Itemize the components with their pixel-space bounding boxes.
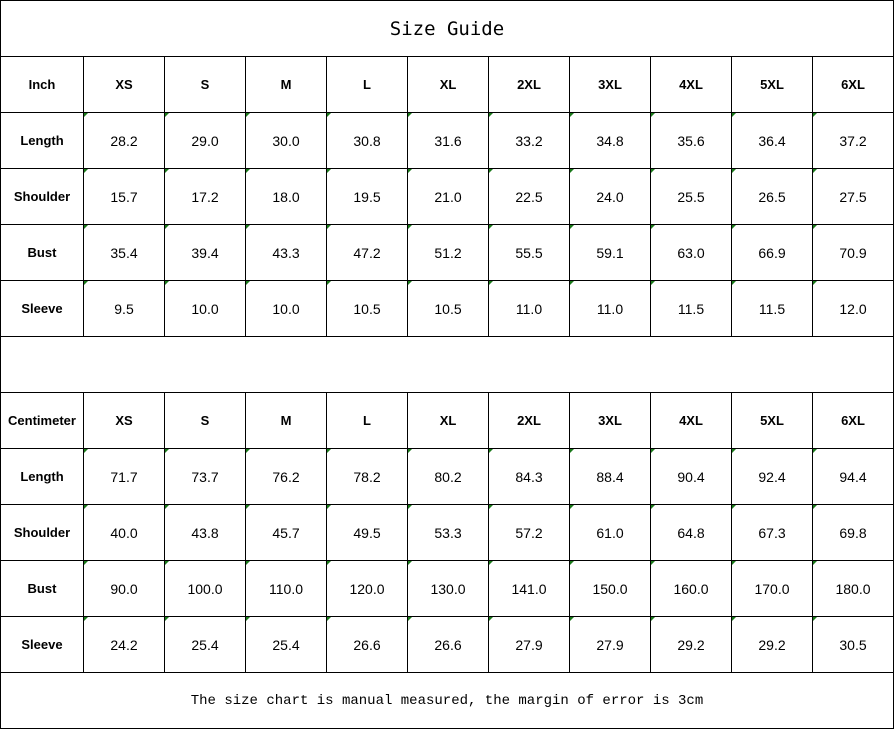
- size-header-6xl: 6XL: [813, 57, 894, 113]
- title-row: [1, 1, 894, 57]
- unit-label: Centimeter: [1, 393, 84, 449]
- table-cell: 27.9: [489, 617, 570, 673]
- table-cell: 92.4: [732, 449, 813, 505]
- size-header-l: L: [327, 393, 408, 449]
- note-row: [1, 673, 894, 729]
- table-cell: 36.4: [732, 113, 813, 169]
- table-cell: 66.9: [732, 225, 813, 281]
- table-cell: 150.0: [570, 561, 651, 617]
- measurement-label: Length: [1, 449, 84, 505]
- centimeter-section: [1, 393, 894, 673]
- table-cell: 26.5: [732, 169, 813, 225]
- table-cell: 10.5: [327, 281, 408, 337]
- size-header-5xl: 5XL: [732, 393, 813, 449]
- table-cell: 10.0: [165, 281, 246, 337]
- table-cell: 55.5: [489, 225, 570, 281]
- measurement-label: Length: [1, 113, 84, 169]
- size-header-row: [1, 57, 894, 113]
- table-cell: 47.2: [327, 225, 408, 281]
- size-header-m: M: [246, 57, 327, 113]
- table-cell: 130.0: [408, 561, 489, 617]
- table-cell: 30.5: [813, 617, 894, 673]
- table-cell: 141.0: [489, 561, 570, 617]
- table-cell: 26.6: [327, 617, 408, 673]
- table-row: [1, 505, 894, 561]
- size-header-xs: XS: [84, 57, 165, 113]
- table-cell: 18.0: [246, 169, 327, 225]
- measurement-label: Shoulder: [1, 505, 84, 561]
- table-cell: 100.0: [165, 561, 246, 617]
- table-cell: 25.5: [651, 169, 732, 225]
- page-title: Size Guide: [1, 1, 894, 57]
- table-cell: 31.6: [408, 113, 489, 169]
- table-cell: 11.0: [489, 281, 570, 337]
- table-cell: 11.5: [732, 281, 813, 337]
- size-header-s: S: [165, 393, 246, 449]
- measurement-label: Shoulder: [1, 169, 84, 225]
- table-cell: 25.4: [246, 617, 327, 673]
- table-cell: 64.8: [651, 505, 732, 561]
- table-cell: 30.8: [327, 113, 408, 169]
- table-cell: 63.0: [651, 225, 732, 281]
- spacer-row: [1, 337, 894, 393]
- measurement-label: Bust: [1, 225, 84, 281]
- table-cell: 39.4: [165, 225, 246, 281]
- size-header-6xl: 6XL: [813, 393, 894, 449]
- table-cell: 94.4: [813, 449, 894, 505]
- table-cell: 70.9: [813, 225, 894, 281]
- table-cell: 30.0: [246, 113, 327, 169]
- table-cell: 90.0: [84, 561, 165, 617]
- table-row: [1, 225, 894, 281]
- table-cell: 180.0: [813, 561, 894, 617]
- size-header-s: S: [165, 57, 246, 113]
- table-cell: 57.2: [489, 505, 570, 561]
- table-cell: 24.0: [570, 169, 651, 225]
- table-cell: 9.5: [84, 281, 165, 337]
- table-row: [1, 281, 894, 337]
- inch-section: [1, 57, 894, 337]
- size-header-5xl: 5XL: [732, 57, 813, 113]
- table-cell: 21.0: [408, 169, 489, 225]
- table-row: [1, 449, 894, 505]
- table-cell: 29.0: [165, 113, 246, 169]
- table-cell: 34.8: [570, 113, 651, 169]
- table-cell: 43.3: [246, 225, 327, 281]
- table-cell: 80.2: [408, 449, 489, 505]
- table-cell: 90.4: [651, 449, 732, 505]
- table-cell: 43.8: [165, 505, 246, 561]
- table-cell: 26.6: [408, 617, 489, 673]
- table-cell: 45.7: [246, 505, 327, 561]
- table-cell: 67.3: [732, 505, 813, 561]
- measurement-label: Bust: [1, 561, 84, 617]
- table-cell: 37.2: [813, 113, 894, 169]
- table-cell: 84.3: [489, 449, 570, 505]
- size-header-xl: XL: [408, 57, 489, 113]
- table-cell: 110.0: [246, 561, 327, 617]
- table-cell: 88.4: [570, 449, 651, 505]
- table-cell: 12.0: [813, 281, 894, 337]
- size-header-row: [1, 393, 894, 449]
- table-cell: 11.5: [651, 281, 732, 337]
- table-cell: 76.2: [246, 449, 327, 505]
- size-header-2xl: 2XL: [489, 57, 570, 113]
- table-cell: 15.7: [84, 169, 165, 225]
- table-cell: 19.5: [327, 169, 408, 225]
- table-cell: 11.0: [570, 281, 651, 337]
- table-cell: 17.2: [165, 169, 246, 225]
- size-header-3xl: 3XL: [570, 393, 651, 449]
- size-header-xs: XS: [84, 393, 165, 449]
- table-cell: 40.0: [84, 505, 165, 561]
- table-cell: 35.6: [651, 113, 732, 169]
- table-cell: 78.2: [327, 449, 408, 505]
- size-header-4xl: 4XL: [651, 57, 732, 113]
- table-cell: 22.5: [489, 169, 570, 225]
- size-header-3xl: 3XL: [570, 57, 651, 113]
- table-cell: 29.2: [651, 617, 732, 673]
- table-cell: 51.2: [408, 225, 489, 281]
- table-cell: 53.3: [408, 505, 489, 561]
- table-cell: 33.2: [489, 113, 570, 169]
- table-row: [1, 113, 894, 169]
- table-cell: 69.8: [813, 505, 894, 561]
- unit-label: Inch: [1, 57, 84, 113]
- table-row: [1, 169, 894, 225]
- table-cell: 59.1: [570, 225, 651, 281]
- table-cell: 61.0: [570, 505, 651, 561]
- table-cell: 10.5: [408, 281, 489, 337]
- table-cell: 10.0: [246, 281, 327, 337]
- table-cell: 29.2: [732, 617, 813, 673]
- table-cell: 120.0: [327, 561, 408, 617]
- spacer-cell: [1, 337, 894, 393]
- size-header-2xl: 2XL: [489, 393, 570, 449]
- table-cell: 27.9: [570, 617, 651, 673]
- table-row: [1, 561, 894, 617]
- size-header-m: M: [246, 393, 327, 449]
- table-cell: 25.4: [165, 617, 246, 673]
- measurement-label: Sleeve: [1, 281, 84, 337]
- size-header-xl: XL: [408, 393, 489, 449]
- table-cell: 71.7: [84, 449, 165, 505]
- table-cell: 49.5: [327, 505, 408, 561]
- measurement-note: The size chart is manual measured, the margin of error is 3cm: [1, 673, 894, 729]
- table-cell: 73.7: [165, 449, 246, 505]
- size-header-4xl: 4XL: [651, 393, 732, 449]
- table-cell: 160.0: [651, 561, 732, 617]
- table-cell: 27.5: [813, 169, 894, 225]
- size-header-l: L: [327, 57, 408, 113]
- table-cell: 35.4: [84, 225, 165, 281]
- table-row: [1, 617, 894, 673]
- table-cell: 24.2: [84, 617, 165, 673]
- table-cell: 170.0: [732, 561, 813, 617]
- measurement-label: Sleeve: [1, 617, 84, 673]
- table-cell: 28.2: [84, 113, 165, 169]
